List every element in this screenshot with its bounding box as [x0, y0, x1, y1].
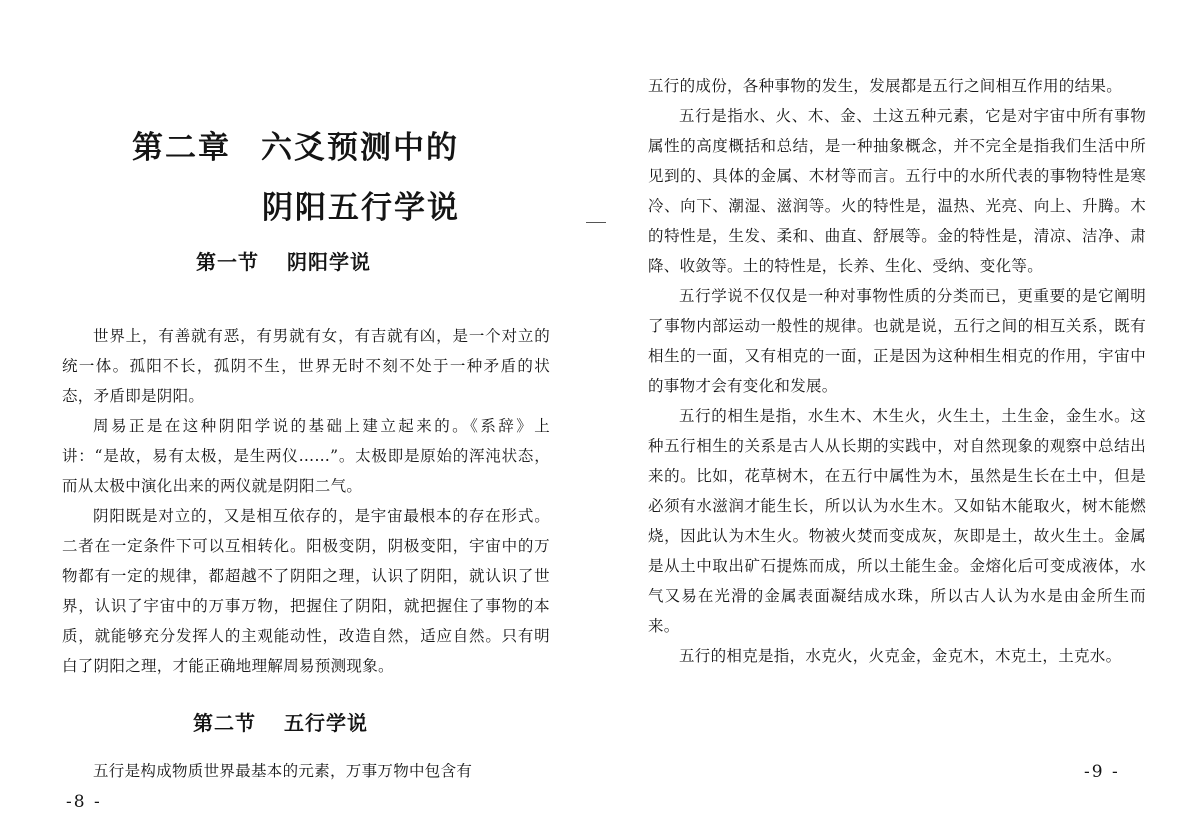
chapter-title-part1: 六爻预测中的 [261, 130, 459, 166]
paragraph: 五行是构成物质世界最基本的元素，万事万物中包含有 [93, 762, 473, 780]
section-name: 五行学说 [284, 711, 368, 735]
left-body-end [62, 756, 550, 786]
paragraph: 五行的成份，各种事物的发生，发展都是五行之间相互作用的结果。 [648, 77, 1123, 95]
paragraph: 五行是指水、火、木、金、土这五种元素，它是对宇宙中所有事物属性的高度概括和总结，是一种抽象概念，并不完全是指我们生活中所见到的、具体的金属、木材等而言。五行中的水所代表的事物特性是寒冷、向下、潮湿、滋润等。火的特性是，温热、光亮、向上、升腾。木的特性是，生发、柔和、曲直、舒展等。金的特性是，清凉、洁净、肃降、收敛等。土的特性是，长养、生化、受纳、变化等。 [648, 107, 1146, 275]
chapter-number: 第二章 [132, 130, 231, 166]
paragraph: 阴阳既是对立的，又是相互依存的，是宇宙最根本的存在形式。二者在一定条件下可以互相转化。阳极变阴，阴极变阳，宇宙中的万物都有一定的规律，都超越不了阴阳之理，认识了阴阳，就认识了世界，认识了宇宙中的万事万物，把握住了阴阳，就把握住了事物的本质，就能够充分发挥人的主观能动性，改造自然，适应自然。只有明白了阴阳之理，才能正确地理解周易预测现象。 [62, 507, 550, 675]
section-title-1 [196, 246, 371, 275]
section-number: 第二节 [193, 711, 256, 735]
paragraph: 世界上，有善就有恶，有男就有女，有吉就有凶，是一个对立的统一体。孤阳不长，孤阴不生，世界无时不刻不处于一种矛盾的状态，矛盾即是阴阳。 [62, 327, 550, 405]
chapter-title-line1 [132, 122, 459, 167]
right-page [592, 0, 1184, 836]
page-number: -9 - [1084, 762, 1120, 782]
section-name: 阴阳学说 [287, 250, 371, 274]
section-title-2 [193, 707, 368, 736]
section-number: 第一节 [196, 250, 259, 274]
left-body [62, 321, 550, 681]
paragraph: 周易正是在这种阴阳学说的基础上建立起来的。《系辞》上讲：“是故，易有太极，是生两仪……”。太极即是原始的浑沌状态，而从太极中演化出来的两仪就是阴阳二气。 [62, 417, 550, 495]
page-number: -8 - [66, 792, 102, 812]
paragraph: 五行学说不仅仅是一种对事物性质的分类而已，更重要的是它阐明了事物内部运动一般性的规律。也就是说，五行之间的相互关系，既有相生的一面，又有相克的一面，正是因为这种相生相克的作用，宇宙中的事物才会有变化和发展。 [648, 287, 1146, 395]
right-body [648, 71, 1146, 671]
paragraph: 五行的相生是指，水生木、木生火，火生土，土生金，金生水。这种五行相生的关系是古人从长期的实践中，对自然现象的观察中总结出来的。比如，花草树木，在五行中属性为木，虽然是生长在土中，但是必须有水滋润才能生长，所以认为水生木。又如钻木能取火，树木能燃烧，因此认为木生火。物被火焚而变成灰，灰即是土，故火生土。金属是从土中取出矿石提炼而成，所以土能生金。金熔化后可变成液体，水气又易在光滑的金属表面凝结成水珠，所以古人认为水是由金所生而来。 [648, 407, 1146, 635]
chapter-title-line2: 阴阳五行学说 [262, 190, 460, 226]
paragraph: 五行的相克是指，水克火，火克金，金克木，木克土，土克水。 [679, 647, 1122, 665]
